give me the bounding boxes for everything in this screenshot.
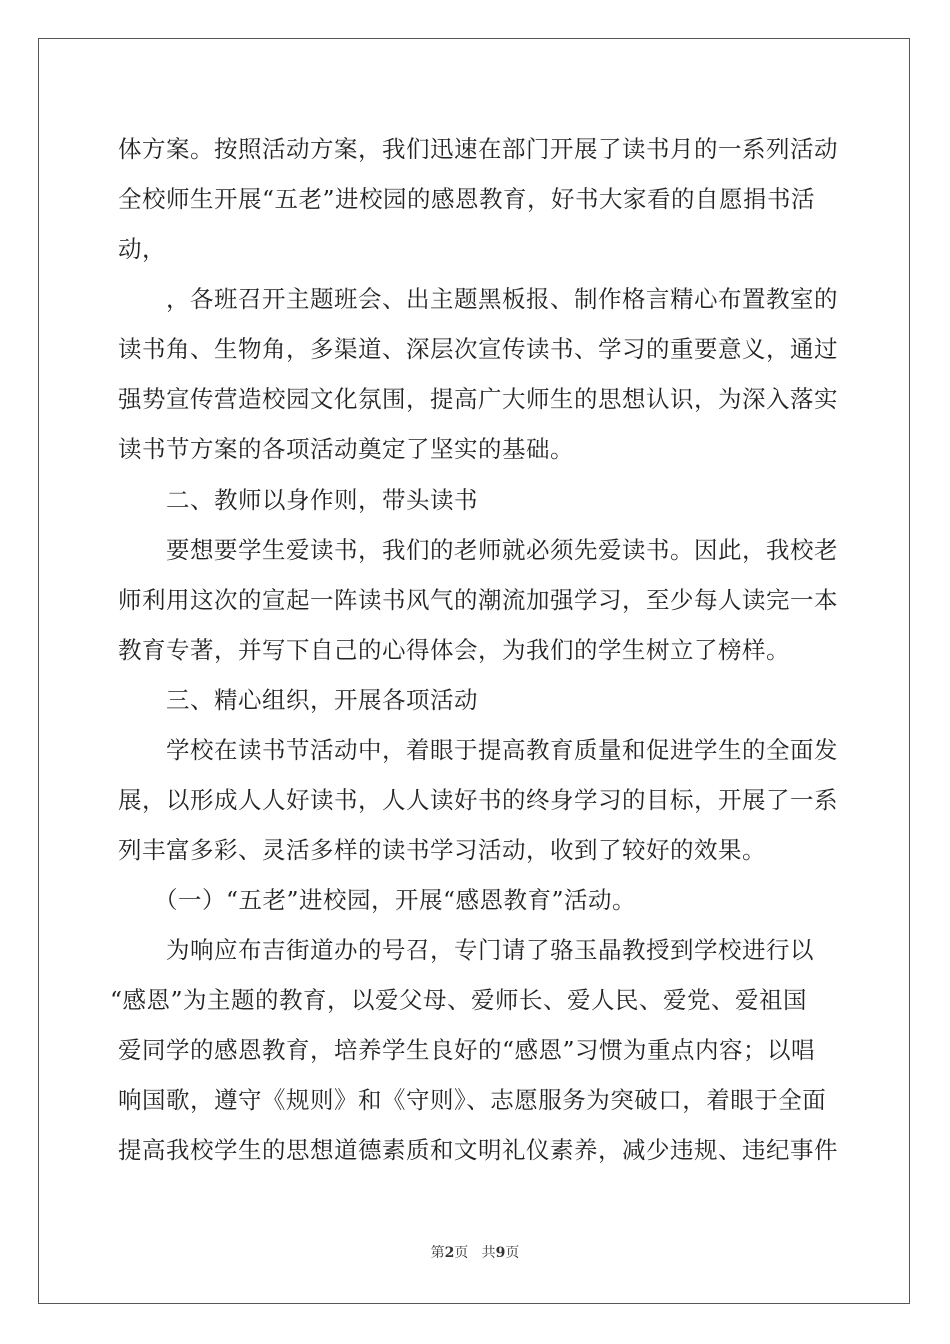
text-line: 提高我校学生的思想道德素质和文明礼仪素养，减少违规、违纪事件 (118, 1136, 838, 1164)
total-page-count: 9 (495, 1245, 506, 1261)
section-heading: 三、精心组织，开展各项活动 (166, 686, 478, 714)
text-line: 为响应布吉街道办的号召，专门请了骆玉晶教授到学校进行以 (166, 936, 814, 964)
text-line: “感恩”为主题的教育，以爱父母、爱师长、爱人民、爱党、爱祖国 (110, 986, 808, 1014)
text-line: 列丰富多彩、灵活多样的读书学习活动，收到了较好的效果。 (118, 836, 766, 864)
text-line: ，各班召开主题班会、出主题黑板报、制作格言精心布置教室的 (166, 285, 838, 313)
text-line: 读书角、生物角，多渠道、深层次宣传读书、学习的重要意义，通过 (118, 335, 838, 363)
text-line: 学校在读书节活动中，着眼于提高教育质量和促进学生的全面发 (166, 736, 838, 764)
page-footer (0, 1242, 950, 1262)
text-line: 强势宣传营造校园文化氛围，提高广大师生的思想认识，为深入落实 (118, 385, 838, 413)
text-line: 要想要学生爱读书，我们的老师就必须先爱读书。因此，我校老 (166, 536, 838, 564)
footer-total-unit: 页 (505, 1245, 520, 1261)
current-page-number: 2 (444, 1245, 455, 1261)
subsection-heading: （一）“五老”进校园，开展“感恩教育”活动。 (154, 886, 637, 914)
text-line: 读书节方案的各项活动奠定了坚实的基础。 (118, 435, 574, 463)
text-line: 爱同学的感恩教育，培养学生良好的“感恩”习惯为重点内容；以唱 (118, 1036, 816, 1064)
section-heading: 二、教师以身作则，带头读书 (166, 486, 478, 514)
footer-total-prefix: 共 (481, 1245, 496, 1261)
text-line: 响国歌，遵守《规则》和《守则》、志愿服务为突破口，着眼于全面 (118, 1086, 827, 1114)
text-line: 动， (118, 235, 166, 263)
text-line: 体方案。按照活动方案，我们迅速在部门开展了读书月的一系列活动 (118, 135, 838, 163)
text-line: 展，以形成人人好读书，人人读好书的终身学习的目标，开展了一系 (118, 786, 838, 814)
text-line: 全校师生开展“五老”进校园的感恩教育，好书大家看的自愿捐书活 (118, 185, 816, 213)
text-line: 教育专著，并写下自己的心得体会，为我们的学生树立了榜样。 (118, 636, 790, 664)
footer-page-unit: 页 (454, 1245, 469, 1261)
text-line: 师利用这次的宣起一阵读书风气的潮流加强学习，至少每人读完一本 (118, 586, 838, 614)
footer-prefix: 第 (430, 1245, 445, 1261)
